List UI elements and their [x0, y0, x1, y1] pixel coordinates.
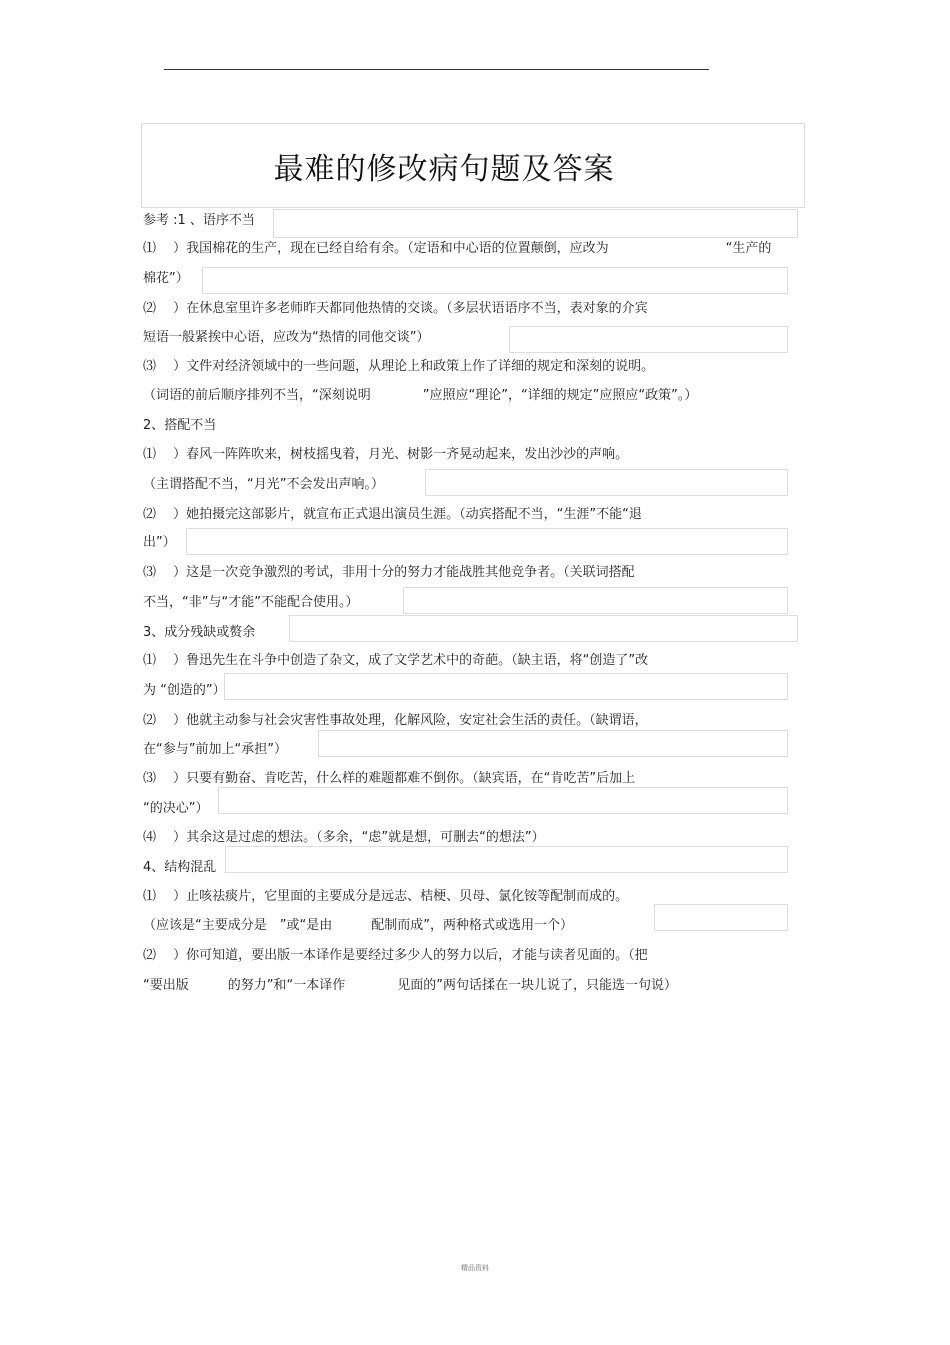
text-line: 不当，“非”与“才能”不能配合使用。）: [143, 595, 359, 610]
text-line: （应该是“主要成分是 ”或“是由 配制而成”，两种格式或选用一个）: [143, 918, 573, 933]
text-line: ⑵ ）在休息室里许多老师昨天都同他热情的交谈。（多层状语语序不当，表对象的介宾: [143, 301, 648, 316]
text-line: ⑴ ）鲁迅先生在斗争中创造了杂文，成了文学艺术中的奇葩。（缺主语，将“创造了”改: [143, 653, 649, 668]
section-heading: 2、搭配不当: [143, 418, 217, 433]
page-title: 最难的修改病句题及答案: [273, 152, 615, 187]
page-footer: 精品资料: [461, 1264, 489, 1272]
text-line: ⑷ ）其余这是过虑的想法。（多余，“虑”就是想，可删去“的想法”）: [143, 830, 545, 845]
text-line: ⑴ ）止咳祛痰片，它里面的主要成分是远志、桔梗、贝母、氯化铵等配制而成的。: [143, 889, 629, 904]
text-line: 在“参与”前加上“承担”）: [143, 742, 287, 757]
text-line: ⑴ ）我国棉花的生产，现在已经自给有余。（定语和中心语的位置颠倒，应改为 “生产的: [143, 241, 772, 256]
text-line: ⑶ ）只要有勤奋、肯吃苦，什么样的难题都难不倒你。（缺宾语，在“肯吃苦”后加上: [143, 771, 636, 786]
text-line: ⑶ ）文件对经济领域中的一些问题，从理论上和政策上作了详细的规定和深刻的说明。: [143, 359, 655, 374]
scan-frame: [425, 469, 788, 496]
text-line: ⑵ ）你可知道，要出版一本译作是要经过多少人的努力以后，才能与读者见面的。（把: [143, 948, 648, 963]
scan-frame: [403, 587, 788, 614]
text-line: 出”）: [143, 535, 176, 550]
scan-frame: [225, 846, 788, 873]
top-rule: [164, 69, 709, 70]
scan-frame: [318, 730, 788, 757]
text-line: ⑵ ）她拍摄完这部影片，就宣布正式退出演员生涯。（动宾搭配不当，“生涯”不能“退: [143, 507, 642, 522]
scan-frame: [202, 267, 788, 294]
scan-frame: [224, 673, 788, 700]
scan-frame: [186, 528, 788, 555]
text-line: ⑶ ）这是一次竞争激烈的考试，非用十分的努力才能战胜其他竞争者。（关联词搭配: [143, 565, 635, 580]
scan-frame: [509, 326, 788, 353]
section-heading: 3、成分残缺或赘余: [143, 625, 256, 640]
scan-frame: [654, 904, 788, 931]
scan-frame: [273, 209, 798, 238]
text-line: “的决心”）: [143, 801, 209, 816]
text-line: ⑵ ）他就主动参与社会灾害性事故处理，化解风险，安定社会生活的责任。（缺谓语，: [143, 713, 648, 728]
text-line: 短语一般紧挨中心语，应改为“热情的同他交谈”）: [143, 330, 430, 345]
scan-frame: [289, 615, 798, 642]
scan-frame: [218, 787, 788, 814]
text-line: （主谓搭配不当，“月光”不会发出声响。）: [143, 477, 384, 492]
text-line: （词语的前后顺序排列不当，“深刻说明 ”应照应“理论”，“详细的规定”应照应“政策”。）: [143, 388, 698, 403]
section-heading: 4、结构混乱: [143, 860, 217, 875]
text-line: “要出版 的努力”和“一本译作 见面的”两句话揉在一块儿说了，只能选一句说）: [143, 978, 677, 993]
text-line: 棉花”）: [143, 271, 189, 286]
text-line: ⑴ ）春风一阵阵吹来，树枝摇曳着，月光、树影一齐晃动起来，发出沙沙的声响。: [143, 447, 629, 462]
text-line: 参考 :1 、语序不当: [143, 213, 255, 228]
text-line: 为 “创造的”）: [143, 683, 226, 698]
